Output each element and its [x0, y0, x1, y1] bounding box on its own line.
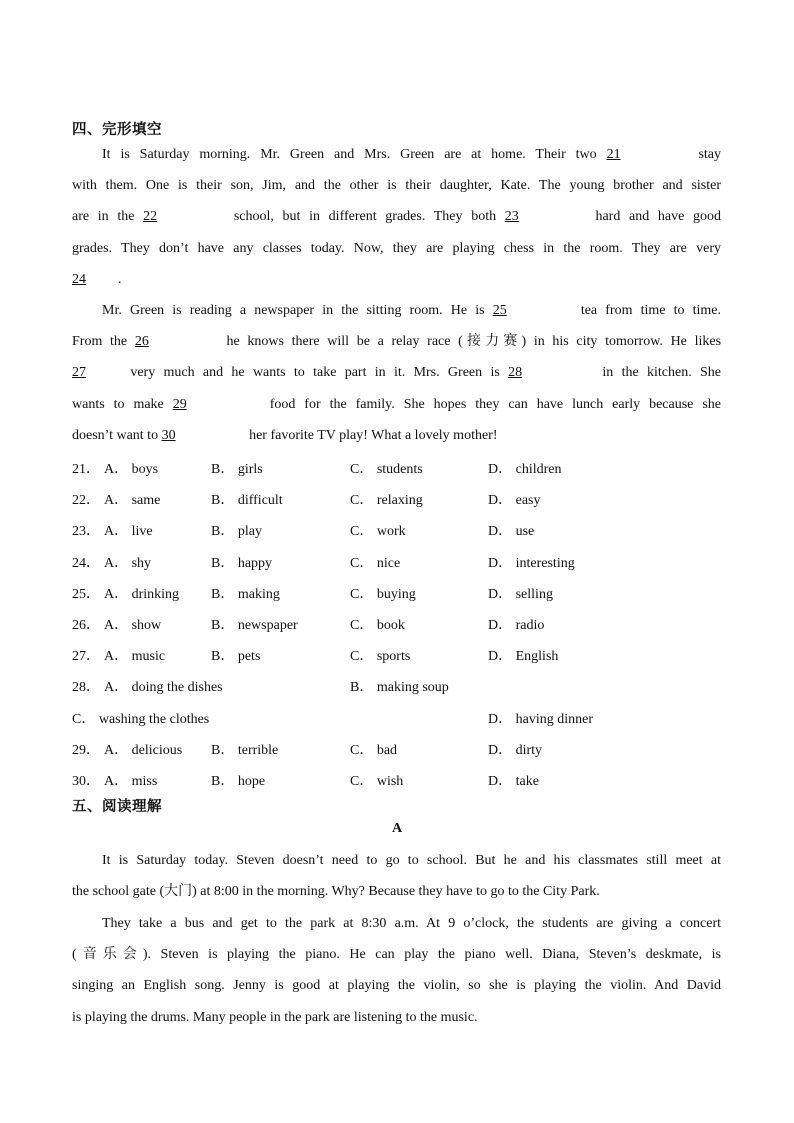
- option-d: D． children: [488, 462, 562, 477]
- blank-22: 22: [143, 209, 158, 225]
- reading-paragraph-1: [72, 845, 721, 907]
- option-c: C． washing the clothes: [72, 712, 210, 727]
- text-line: [72, 201, 721, 232]
- text-segment: school, but in different grades. They both: [233, 209, 497, 225]
- text-segment: They take a bus and get to the park at 8:30 a.m. At 9 o’clock, the students are giving a concert: [102, 916, 721, 931]
- option-b: B． terrible: [211, 743, 279, 758]
- option-d: D． use: [488, 524, 535, 539]
- text-line: [72, 357, 721, 388]
- question-number: 24．: [72, 556, 100, 571]
- cloze-paragraph-2: [72, 295, 721, 451]
- option-a: A． show: [104, 618, 162, 633]
- text-line: [72, 295, 721, 326]
- text-segment: her favorite TV play! What a lovely mother!: [249, 427, 498, 443]
- text-segment: It is Saturday today. Steven doesn’t need to go to school. But he and his classmates still meet at: [102, 853, 721, 868]
- text-segment: From the: [72, 334, 128, 350]
- option-c: C． sports: [350, 649, 411, 664]
- option-b: B． girls: [211, 462, 263, 477]
- text-segment: hard and have good: [595, 209, 722, 225]
- option-b: B． pets: [211, 649, 261, 664]
- text-line: grades. They don’t have any classes today. Now, they are playing chess in the room. They are very: [72, 240, 721, 256]
- option-c: C． wish: [350, 774, 404, 789]
- option-d: D． having dinner: [488, 712, 593, 727]
- blank-29: 29: [172, 396, 187, 412]
- text-line: the school gate (大门) at 8:00 in the morning. Why? Because they have to go to the City Park.: [72, 884, 600, 900]
- text-segment: in the kitchen. She: [602, 365, 722, 381]
- blank-28: 28: [508, 365, 523, 381]
- option-a: A． same: [104, 493, 161, 508]
- option-b: B． hope: [211, 774, 266, 789]
- question-number: 25．: [72, 587, 100, 602]
- question-number: 28．: [72, 680, 100, 695]
- option-d: D． interesting: [488, 556, 575, 571]
- option-a: A． live: [104, 524, 153, 539]
- text-line: [72, 845, 721, 876]
- cloze-paragraph-1: [72, 139, 721, 295]
- text-segment: are in the: [72, 209, 135, 225]
- question-number: 22．: [72, 493, 100, 508]
- option-a: A． doing the dishes: [104, 680, 223, 695]
- text-segment: very much and he wants to take part in it. Mrs. Green is: [130, 365, 500, 381]
- question-number: 27．: [72, 649, 100, 664]
- option-c: C． students: [350, 462, 423, 477]
- option-d: D． radio: [488, 618, 545, 633]
- option-c: C． book: [350, 618, 405, 633]
- blank-27: 27: [72, 365, 86, 381]
- option-c: C． buying: [350, 587, 416, 602]
- option-c: C． bad: [350, 743, 398, 758]
- option-d: D． take: [488, 774, 539, 789]
- text-line: [72, 326, 721, 357]
- text-segment: wants to make: [72, 396, 164, 412]
- text-segment: food for the family. She hopes they can have lunch early because she: [269, 396, 721, 412]
- text-segment: he knows there will be a relay race (接力赛) in his city tomorrow. He likes: [226, 334, 722, 350]
- text-line: singing an English song. Jenny is good at playing the violin, so she is playing the violin. And David: [72, 978, 721, 994]
- text-line: [72, 420, 721, 451]
- question-number: 21．: [72, 462, 100, 477]
- option-a: A． drinking: [104, 587, 180, 602]
- text-segment: It is Saturday morning. Mr. Green and Mrs. Green are at home. Their two: [102, 147, 597, 162]
- option-d: D． dirty: [488, 743, 543, 758]
- text-segment: .: [118, 271, 122, 287]
- section-heading-reading: 五、阅读理解: [72, 799, 162, 815]
- blank-30: 30: [161, 427, 176, 443]
- question-number: 26．: [72, 618, 100, 633]
- blank-23: 23: [504, 209, 519, 225]
- option-c: C． work: [350, 524, 406, 539]
- blank-26: 26: [134, 334, 149, 350]
- option-b: B． making: [211, 587, 280, 602]
- section-heading-cloze: 四、完形填空: [72, 122, 162, 138]
- option-a: A． boys: [104, 462, 159, 477]
- option-d: D． selling: [488, 587, 553, 602]
- option-b: B． happy: [211, 556, 273, 571]
- text-line: [72, 389, 721, 420]
- option-a: A． music: [104, 649, 166, 664]
- option-b: B． difficult: [211, 493, 283, 508]
- question-number: 23．: [72, 524, 100, 539]
- option-c: C． nice: [350, 556, 401, 571]
- text-segment: Mr. Green is reading a newspaper in the sitting room. He is: [102, 303, 485, 318]
- question-number: 30．: [72, 774, 100, 789]
- text-line: [72, 908, 721, 939]
- text-segment: tea from time to time.: [580, 303, 722, 318]
- reading-paragraph-2: [72, 908, 721, 1033]
- option-b: B． newspaper: [211, 618, 298, 633]
- text-line: with them. One is their son, Jim, and the other is their daughter, Kate. The young brother and sister: [72, 178, 721, 194]
- text-line: is playing the drums. Many people in the park are listening to the music.: [72, 1009, 478, 1025]
- text-line: [72, 139, 721, 170]
- option-b: B． play: [211, 524, 262, 539]
- option-c: C． relaxing: [350, 493, 423, 508]
- question-number: 29．: [72, 743, 100, 758]
- option-a: A． miss: [104, 774, 158, 789]
- text-segment: stay: [698, 147, 722, 162]
- option-b: B． making soup: [350, 680, 449, 695]
- option-d: D． English: [488, 649, 559, 664]
- text-line: (音乐会). Steven is playing the piano. He can play the piano well. Diana, Steven’s deskmate, is: [72, 947, 721, 963]
- text-segment: doesn’t want to: [72, 427, 159, 443]
- option-a: A． delicious: [104, 743, 183, 758]
- option-a: A． shy: [104, 556, 152, 571]
- text-line: [72, 264, 721, 295]
- blank-21: 21: [606, 147, 621, 162]
- blank-24: 24: [72, 271, 86, 287]
- blank-25: 25: [492, 303, 507, 318]
- passage-title: A: [391, 821, 403, 836]
- option-d: D． easy: [488, 493, 541, 508]
